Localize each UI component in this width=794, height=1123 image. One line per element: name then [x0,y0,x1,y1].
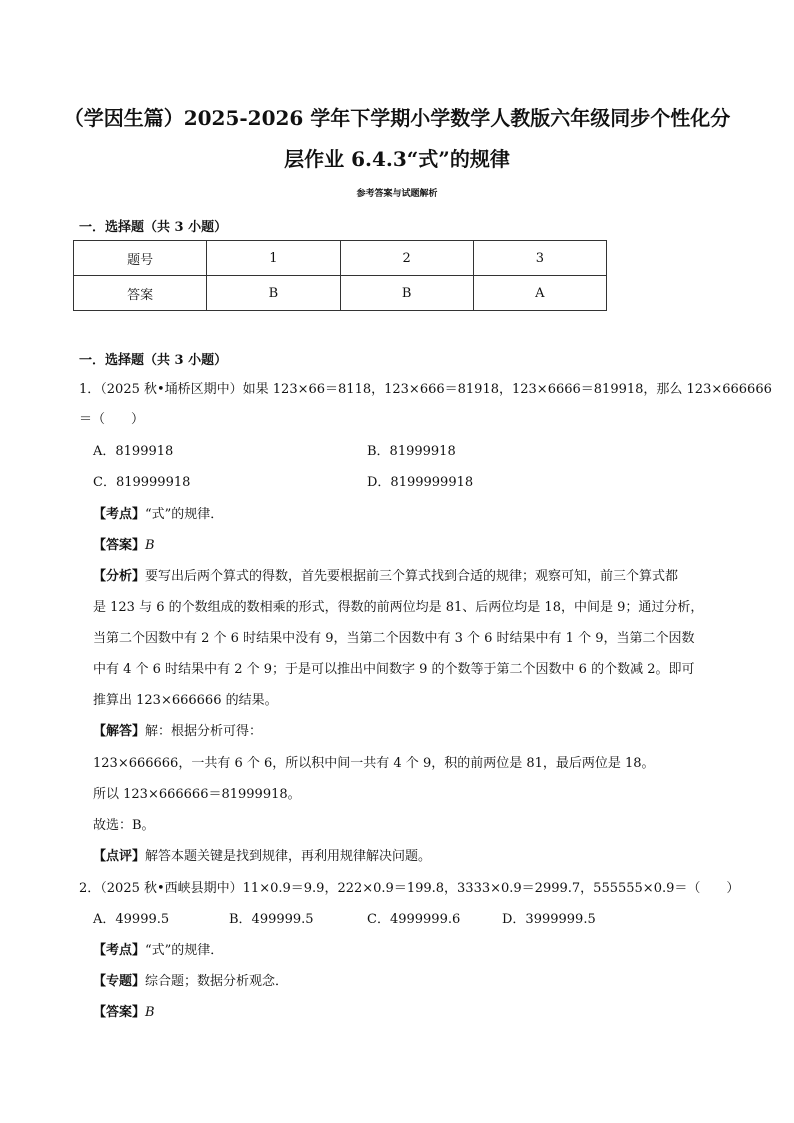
row-header-answer: 答案 [74,276,207,311]
question-number-cell: 2 [340,241,473,276]
q1-stem-line2: ＝（ ） [79,412,145,427]
q1-kaodian-tag: 【考点】 [93,507,146,522]
q2-option-a: A．49999.5 [93,912,170,927]
q1-fenxi-line1 [93,568,678,586]
q1-daan-text: B [145,538,155,553]
q1-option-d: D．8199999918 [367,475,474,490]
question-number-cell: 1 [207,241,340,276]
q1-stem-line1: 1．（2025 秋•埇桥区期中）如果 123×66＝8118，123×666＝81918，123×6666＝819918，那么 123×666666 [79,382,772,397]
q1-fenxi-line5: 推算出 123×666666 的结果。 [93,693,278,708]
detail-section-heading: 一．选择题（共 3 小题） [79,353,228,368]
q1-dianping-tag: 【点评】 [93,849,146,864]
q1-jieda-tag: 【解答】 [93,724,146,739]
q1-jieda-line2: 123×666666，一共有 6 个 6，所以积中间一共有 4 个 9，积的前两位是 81，最后两位是 18。 [93,756,655,771]
q2-option-d: D．3999999.5 [502,912,596,927]
q1-kaodian [93,506,223,524]
q1-jieda-text: 解：根据分析可得： [145,724,263,739]
q2-daan-tag: 【答案】 [93,1005,146,1020]
q1-option-a: A．8199918 [93,444,174,459]
q1-fenxi-line3: 当第二个因数中有 2 个 6 时结果中没有 9，当第二个因数中有 3 个 6 时结果中有 1 个 9，当第二个因数 [93,631,695,646]
q1-option-b: B．81999918 [367,444,456,459]
document-title-line2: 层作业 6.4.3“式”的规律 [284,147,510,171]
q1-daan [93,537,155,555]
q1-kaodian-text: “式”的规律． [145,507,224,522]
answer-cell: B [340,276,473,311]
q2-daan [93,1004,155,1022]
table-row [74,241,607,276]
q2-zhuanti-tag: 【专题】 [93,974,146,989]
q1-jieda-line1 [93,723,262,741]
q1-dianping-text: 解答本题关键是找到规律，再利用规律解决问题。 [145,849,432,864]
q1-fenxi-line4: 中有 4 个 6 时结果中有 2 个 9；于是可以推出中间数字 9 的个数等于第二个因数中 6 的个数减 2。即可 [93,662,695,677]
q1-fenxi-tag: 【分析】 [93,569,146,584]
document-subtitle: 参考答案与试题解析 [356,189,438,199]
row-header-number: 题号 [74,241,207,276]
q1-fenxi-line2: 是 123 与 6 的个数组成的数相乘的形式，得数的前两位均是 81、后两位均是 18，中间是 9；通过分析， [93,600,704,615]
q2-kaodian [93,942,223,960]
answer-cell: B [207,276,340,311]
document-title-line1: （学因生篇）2025-2026 学年下学期小学数学人教版六年级同步个性化分 [63,106,731,130]
q2-option-c: C．4999999.6 [367,912,461,927]
q2-daan-text: B [145,1005,155,1020]
q2-option-b: B．499999.5 [229,912,314,927]
q2-kaodian-text: “式”的规律． [145,943,224,958]
question-number-cell: 3 [473,241,606,276]
answer-cell: A [473,276,606,311]
q1-daan-tag: 【答案】 [93,538,146,553]
q2-stem: 2．（2025 秋•西峡县期中）11×0.9＝9.9，222×0.9＝199.8，3333×0.9＝2999.7，555555×0.9＝（ ） [79,881,740,896]
answer-section-heading: 一．选择题（共 3 小题） [79,220,228,235]
q1-jieda-line3: 所以 123×666666＝81999918。 [93,787,301,802]
table-row [74,276,607,311]
q2-zhuanti [93,973,288,991]
q2-kaodian-tag: 【考点】 [93,943,146,958]
q1-jieda-line4: 故选：B。 [93,818,155,833]
q1-dianping [93,848,431,866]
q1-fenxi-text: 要写出后两个算式的得数，首先要根据前三个算式找到合适的规律；观察可知，前三个算式都 [145,569,679,584]
answer-table [73,240,607,311]
q1-option-c: C．819999918 [93,475,191,490]
q2-zhuanti-text: 综合题；数据分析观念． [145,974,289,989]
